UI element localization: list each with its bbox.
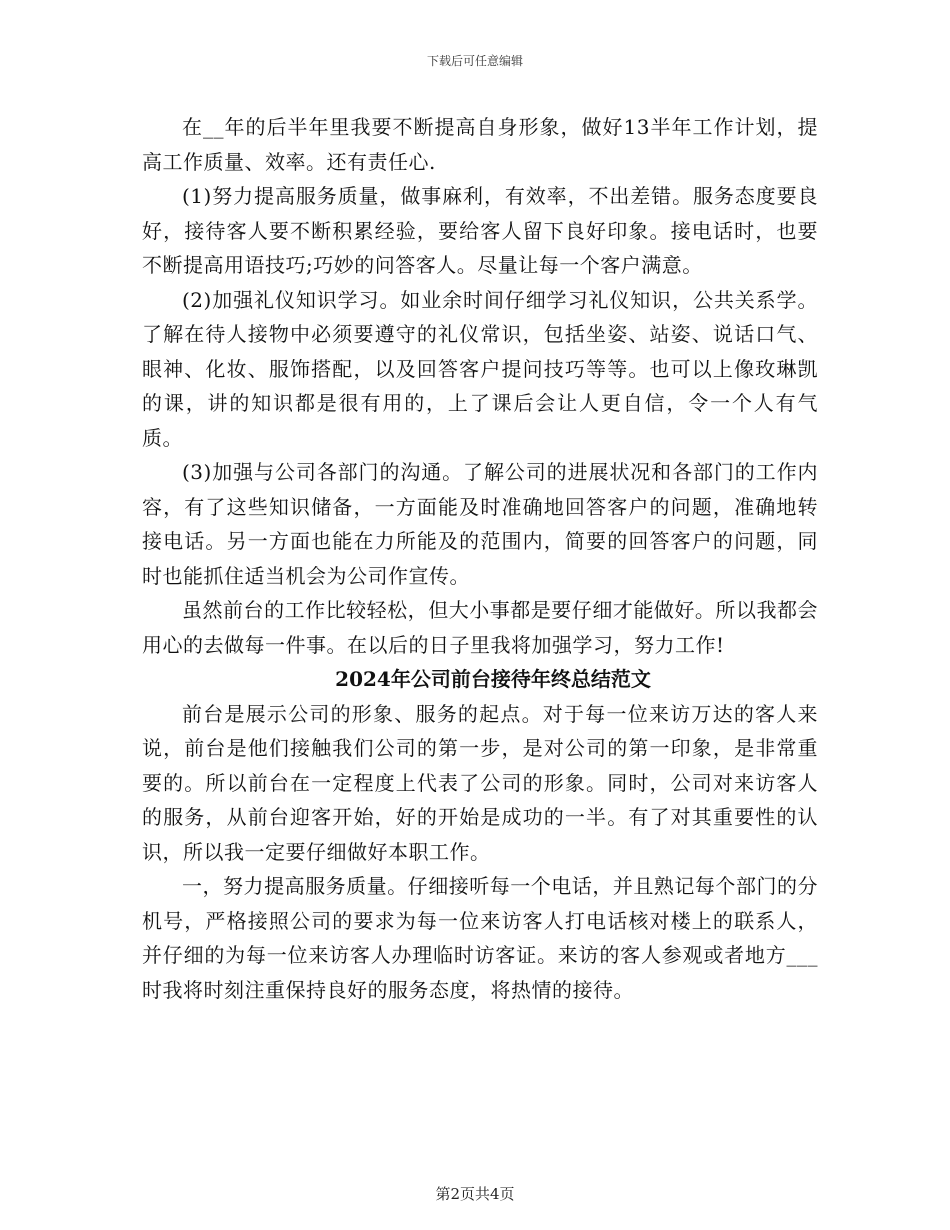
paragraph: (2)加强礼仪知识学习。如业余时间仔细学习礼仪知识，公共关系学。了解在待人接物中必须要遵守的礼仪常识，包括坐姿、站姿、说话口气、眼神、化妆、服饰搭配，以及回答客户提问技巧等等。也可以上像玫琳凯的课，讲的知识都是很有用的，上了课后会让人更自信，令一个人有气质。: [142, 287, 818, 450]
paragraph: 虽然前台的工作比较轻松，但大小事都是要仔细才能做好。所以我都会用心的去做每一件事。在以后的日子里我将加强学习，努力工作!: [142, 598, 818, 657]
paragraph: 在__年的后半年里我要不断提高自身形象，做好13半年工作计划，提高工作质量、效率。还有责任心.: [142, 115, 818, 174]
paragraph: 前台是展示公司的形象、服务的起点。对于每一位来访万达的客人来说，前台是他们接触我们公司的第一步，是对公司的第一印象，是非常重要的。所以前台在一定程度上代表了公司的形象。同时，公司对来访客人的服务，从前台迎客开始，好的开始是成功的一半。有了对其重要性的认识，所以我一定要仔细做好本职工作。: [142, 701, 818, 864]
page-number: 第2页共4页: [435, 1185, 515, 1203]
section-title: 2024年公司前台接待年终总结范文: [335, 667, 651, 691]
paragraph: 一，努力提高服务质量。仔细接听每一个电话，并且熟记每个部门的分机号，严格接照公司的要求为每一位来访客人打电话核对楼上的联系人，并仔细的为每一位来访客人办理临时访客证。来访的客人参观或者地方___时我将时刻注重保持良好的服务态度，将热情的接待。: [142, 874, 818, 1002]
document-body: [142, 110, 818, 1007]
paragraph: (3)加强与公司各部门的沟通。了解公司的进展状况和各部门的工作内容，有了这些知识储备，一方面能及时准确地回答客户的问题，准确地转接电话。另一方面也能在力所能及的范围内，简要的回答客户的问题，同时也能抓住适当机会为公司作宣传。: [142, 460, 818, 588]
page-header-note: 下载后可任意编辑: [426, 54, 523, 68]
paragraph: (1)努力提高服务质量，做事麻利，有效率，不出差错。服务态度要良好，接待客人要不断积累经验，要给客人留下良好印象。接电话时，也要不断提高用语技巧;巧妙的问答客人。尽量让每一个客户满意。: [142, 184, 818, 277]
